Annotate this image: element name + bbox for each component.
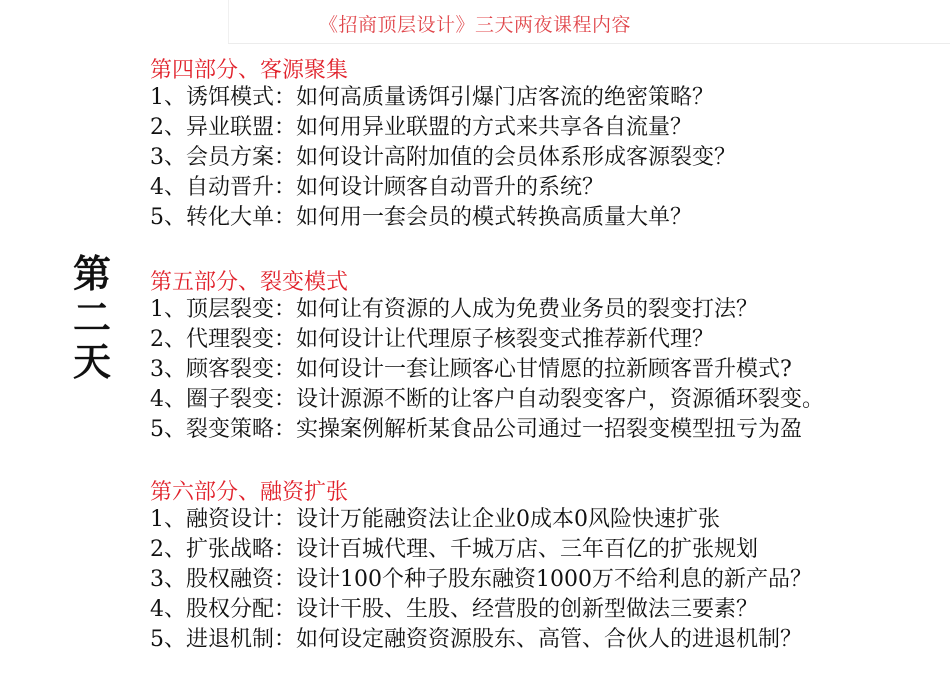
list-item: 3、会员方案：如何设计高附加值的会员体系形成客源裂变？ xyxy=(150,145,736,170)
list-item: 1、诱饵模式：如何高质量诱饵引爆门店客流的绝密策略？ xyxy=(150,85,714,110)
day-label-char: 二 xyxy=(72,296,111,340)
section-title: 第四部分、客源聚集 xyxy=(150,58,349,83)
list-item: 2、异业联盟：如何用异业联盟的方式来共享各自流量？ xyxy=(150,115,692,140)
list-item: 4、股权分配：设计干股、生股、经营股的创新型做法三要素？ xyxy=(150,597,758,622)
section-title: 第六部分、融资扩张 xyxy=(150,480,349,505)
section-title: 第五部分、裂变模式 xyxy=(150,270,349,295)
list-item: 2、扩张战略：设计百城代理、千城万店、三年百亿的扩张规划 xyxy=(150,537,758,562)
list-item: 3、顾客裂变：如何设计一套让顾客心甘情愿的拉新顾客晋升模式? xyxy=(150,357,792,382)
list-item: 2、代理裂变：如何设计让代理原子核裂变式推荐新代理？ xyxy=(150,327,714,352)
day-label xyxy=(66,252,118,384)
list-item: 4、自动晋升：如何设计顾客自动晋升的系统？ xyxy=(150,175,604,200)
section-financing-expansion xyxy=(150,480,950,657)
list-item: 3、股权融资：设计100个种子股东融资1000万不给利息的新产品？ xyxy=(150,567,812,592)
header-divider xyxy=(228,43,950,44)
section-fission-model xyxy=(150,270,950,447)
list-item: 5、转化大单：如何用一套会员的模式转换高质量大单？ xyxy=(150,205,692,230)
list-item: 4、圈子裂变：设计源源不断的让客户自动裂变客户，资源循环裂变。 xyxy=(150,387,824,412)
list-item: 1、融资设计：设计万能融资法让企业0成本0风险快速扩张 xyxy=(150,507,720,532)
list-item: 1、顶层裂变：如何让有资源的人成为免费业务员的裂变打法？ xyxy=(150,297,758,322)
day-label-char: 第 xyxy=(72,252,111,296)
header-bar xyxy=(0,0,950,44)
page-title: 《招商顶层设计》三天两夜课程内容 xyxy=(318,14,631,36)
day-label-char: 天 xyxy=(72,340,111,384)
section-customer-acquisition xyxy=(150,58,950,235)
list-item: 5、裂变策略：实操案例解析某食品公司通过一招裂变模型扭亏为盈 xyxy=(150,417,802,442)
list-item: 5、进退机制：如何设定融资资源股东、高管、合伙人的进退机制？ xyxy=(150,627,802,652)
